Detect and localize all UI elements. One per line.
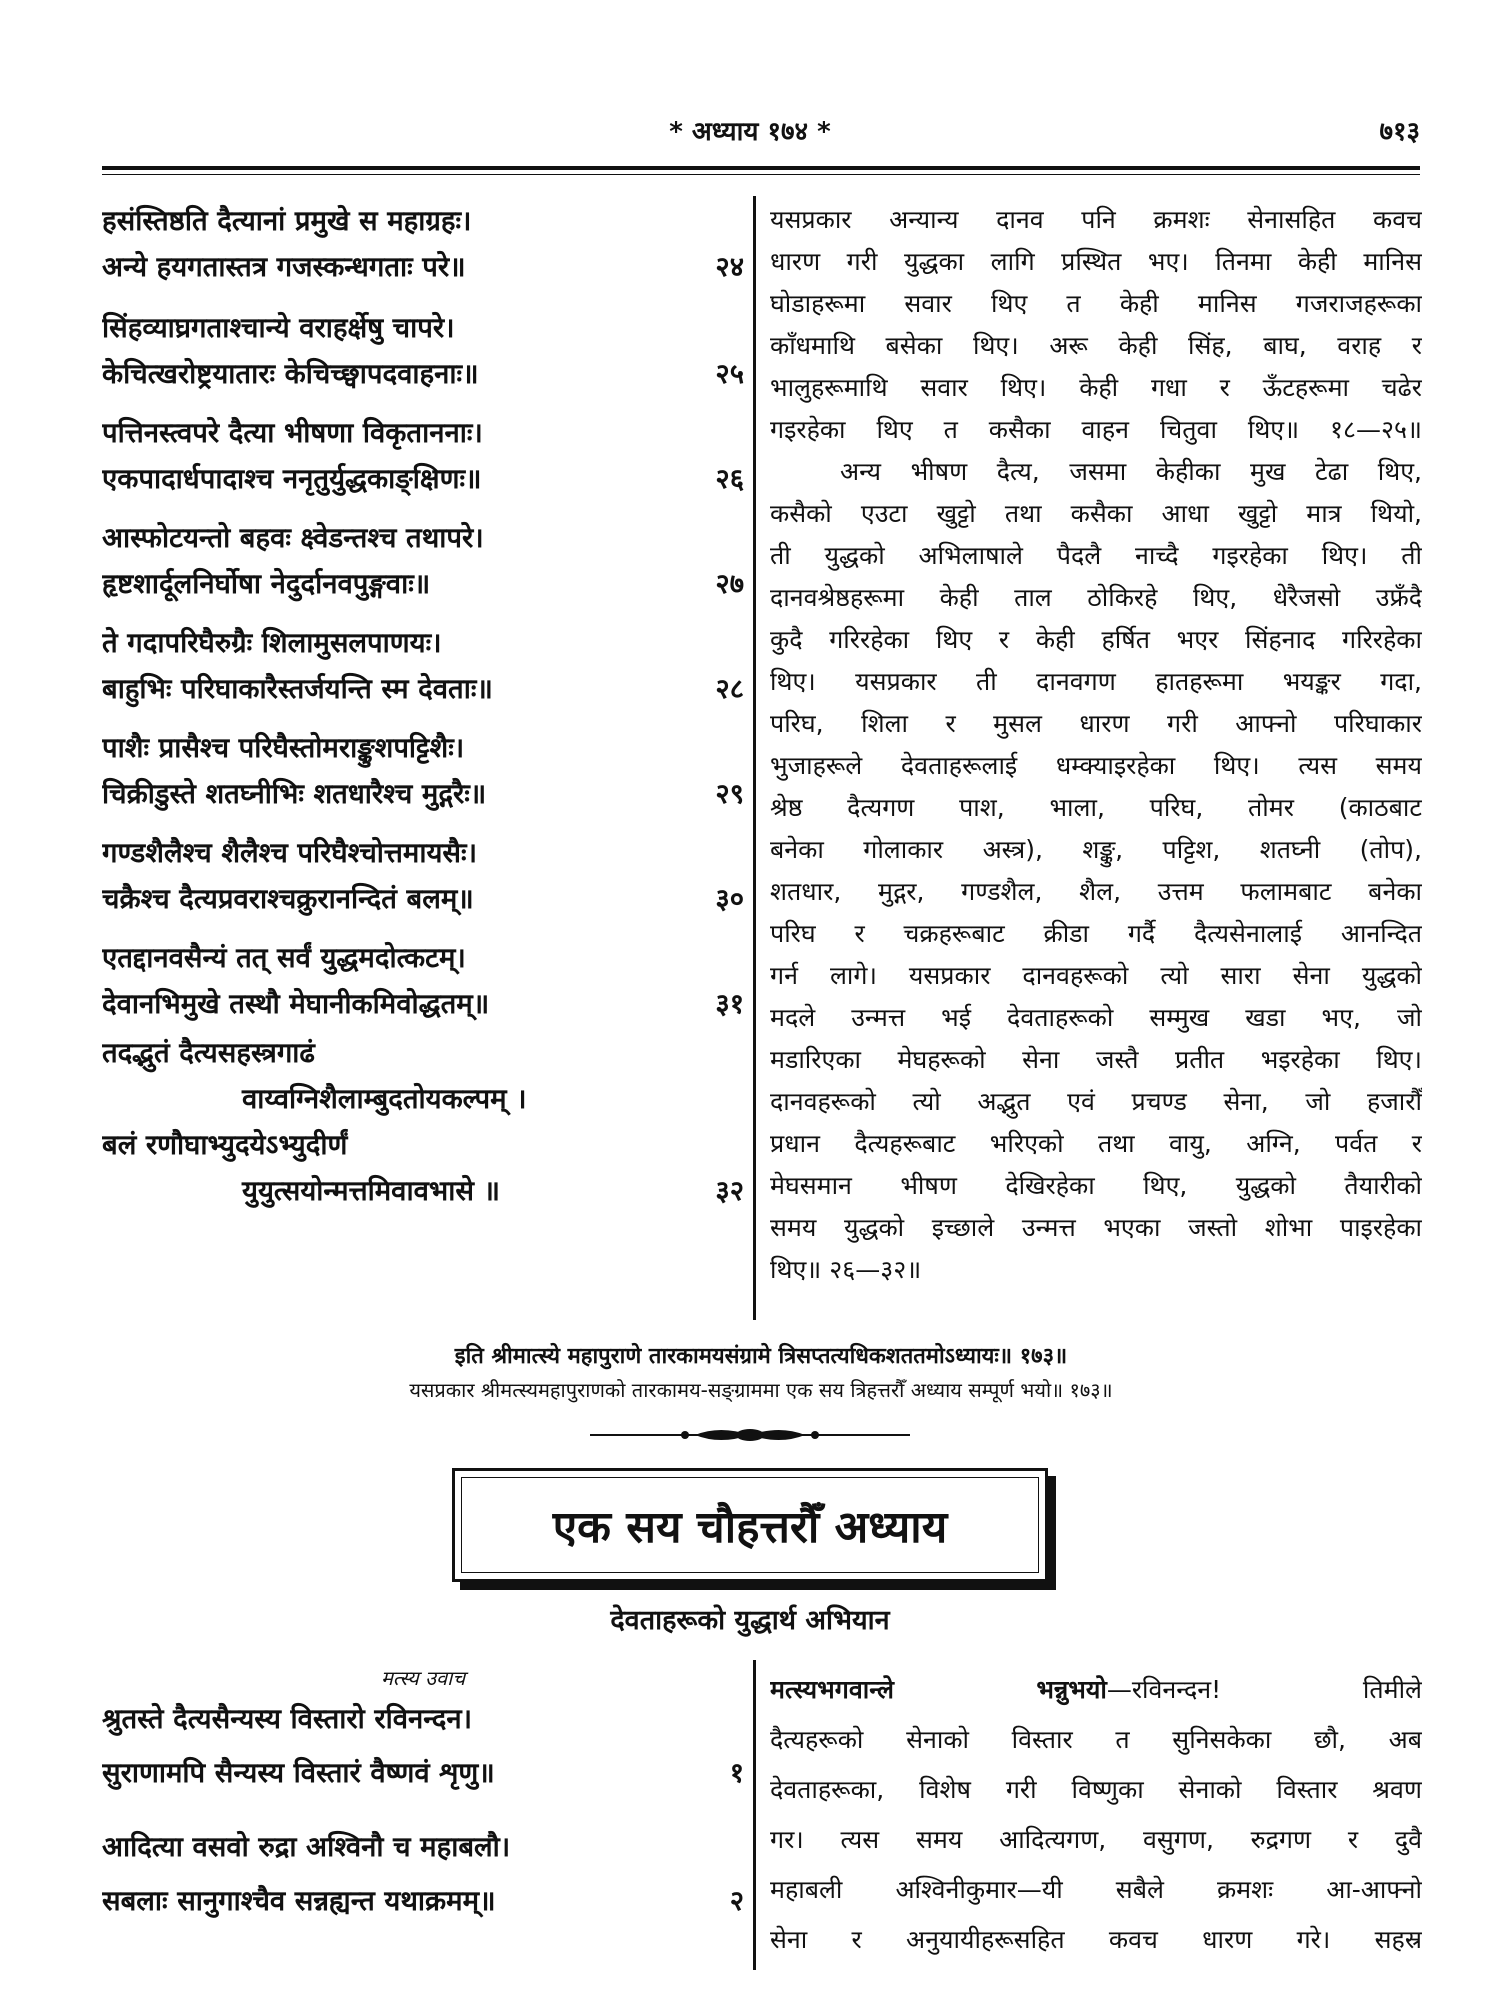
chapter-title: एक सय चौहत्तरौँ अध्याय (552, 1502, 948, 1553)
verse-line: ते गदापरिघैरुग्रैः शिलामुसलपाणयः। (102, 627, 442, 659)
translation-line: काँधमाथि बसेका थिए। अरू केही सिंह, बाघ, वराह र (770, 331, 1422, 360)
translation-line: दानवश्रेष्ठहरूमा केही ताल ठोकिरहे थिए, धेरैजसो उफ्रँदै (770, 583, 1422, 612)
verse-line: केचित्खरोष्ट्रयातारः केचिच्छ्वापदवाहनाः॥ २५ (102, 358, 744, 390)
verse-line: एकपादार्धपादाश्च ननृतुर्युद्धकाङ्क्षिणः॥ २६ (102, 463, 744, 495)
verse-line: चिक्रीडुस्ते शतघ्नीभिः शतधारैश्च मुद्गरैः॥ २९ (102, 778, 744, 810)
verse-line: आदित्या वसवो रुद्रा अश्विनौ च महाबलौ। (102, 1831, 511, 1863)
translation-line: शतधार, मुद्गर, गण्डशैल, शैल, उत्तम फलामबाट बनेका (770, 877, 1422, 906)
column-divider-bottom (753, 1660, 756, 1970)
translation-line: परिघ, शिला र मुसल धारण गरी आफ्नो परिघाकार (770, 709, 1422, 738)
verse-line: गण्डशैलैश्च शैलैश्च परिघैश्चोत्तमायसैः। (102, 837, 477, 869)
translation-line: प्रधान दैत्यहरूबाट भरिएको तथा वायु, अग्नि, पर्वत र (770, 1129, 1422, 1158)
translation-line: गइरहेका थिए त कसैका वाहन चितुवा थिए॥ १८—२५॥ (770, 415, 1422, 444)
verse-line: बलं रणौघाभ्युदयेऽभ्युदीर्णं (102, 1129, 348, 1161)
page-number: ७१३ (1379, 117, 1420, 147)
colophon-nepali: यसप्रकार श्रीमत्स्यमहापुराणको तारकामय-सङ्ग्राममा एक सय त्रिहत्तरौँ अध्याय सम्पूर्ण भयो॥ १७३॥ (409, 1378, 1113, 1402)
verse-line: देवानभिमुखे तस्थौ मेघानीकमिवोद्धतम्॥ ३१ (102, 988, 744, 1020)
translation-line: सेना र अनुयायीहरूसहित कवच धारण गरे। सहस्र (770, 1925, 1422, 1954)
verse-line: हृष्टशार्दूलनिर्घोषा नेदुर्दानवपुङ्गवाः॥ २७ (102, 568, 744, 600)
translation-line: गर्न लागे। यसप्रकार दानवहरूको त्यो सारा सेना युद्धको (770, 961, 1422, 990)
verse-line: बाहुभिः परिघाकारैस्तर्जयन्ति स्म देवताः॥ २८ (102, 673, 744, 705)
translation-line: मत्स्यभगवान्ले भन्नुभयो—रविनन्दन! तिमीले (770, 1675, 1422, 1704)
verse-line: श्रुतस्ते दैत्यसैन्यस्य विस्तारो रविनन्दन। (102, 1703, 473, 1735)
translation-line: श्रेष्ठ दैत्यगण पाश, भाला, परिघ, तोमर (काठबाट (770, 793, 1422, 822)
verse-line: सुराणामपि सैन्यस्य विस्तारं वैष्णवं शृणु॥ १ (102, 1757, 744, 1789)
verse-line: तदद्भुतं दैत्यसहस्त्रगाढं (102, 1037, 315, 1069)
translation-line: थिए॥ २६—३२॥ (770, 1255, 922, 1284)
speaker-label: मत्स्य उवाच (380, 1666, 466, 1690)
header-rule-thick (102, 166, 1420, 170)
translation-line: दैत्यहरूको सेनाको विस्तार त सुनिसकेका छौ, अब (770, 1725, 1422, 1754)
translation-line: गर। त्यस समय आदित्यगण, वसुगण, रुद्रगण र दुवै (770, 1825, 1422, 1854)
verse-line: हसंस्तिष्ठति दैत्यानां प्रमुखे स महाग्रहः। (102, 205, 472, 237)
verse-line: सिंहव्याघ्रगताश्चान्ये वराहर्क्षेषु चापरे। (102, 312, 455, 344)
translation-line: मेघसमान भीषण देखिरहेका थिए, युद्धको तैयारीको (770, 1171, 1422, 1200)
translation-line: थिए। यसप्रकार ती दानवगण हातहरूमा भयङ्कर गदा, (770, 667, 1422, 696)
translation-line: ती युद्धको अभिलाषाले पैदलै नाच्दै गइरहेका थिए। ती (770, 541, 1422, 570)
translation-line: समय युद्धको इच्छाले उन्मत्त भएका जस्तो शोभा पाइरहेका (770, 1213, 1422, 1242)
translation-line: घोडाहरूमा सवार थिए त केही मानिस गजराजहरूका (770, 289, 1422, 318)
header-rule-thin (102, 174, 1420, 175)
verse-line: चक्रैश्च दैत्यप्रवराश्चक्रुरानन्दितं बलम्॥ ३० (102, 883, 744, 915)
column-divider-top (753, 196, 756, 1320)
translation-line: अन्य भीषण दैत्य, जसमा केहीका मुख टेढा थिए, (840, 457, 1422, 486)
translation-line: भालुहरूमाथि सवार थिए। केही गधा र ऊँटहरूमा चढेर (770, 373, 1422, 402)
verse-line: पाशैः प्रासैश्च परिघैस्तोमराङ्कुशपट्टिशैः। (102, 732, 465, 764)
verse-line: आस्फोटयन्तो बहवः क्ष्वेडन्तश्च तथापरे। (102, 522, 484, 554)
translation-line: भुजाहरूले देवताहरूलाई धम्क्याइरहेका थिए। त्यस समय (770, 751, 1422, 780)
translation-line: बनेका गोलाकार अस्त्र), शङ्कु, पट्टिश, शतघ्नी (तोप), (770, 835, 1422, 864)
running-head: * अध्याय १७४ * (669, 117, 831, 147)
translation-line: धारण गरी युद्धका लागि प्रस्थित भए। तिनमा केही मानिस (770, 247, 1422, 276)
chapter-subtitle: देवताहरूको युद्धार्थ अभियान (610, 1605, 890, 1636)
verse-line: पत्तिनस्त्वपरे दैत्या भीषणा विकृताननाः। (102, 417, 483, 449)
translation-line: महाबली अश्विनीकुमार—यी सबैले क्रमशः आ-आफ्नो (770, 1875, 1422, 1904)
translation-line: कुदै गरिरहेका थिए र केही हर्षित भएर सिंहनाद गरिरहेका (770, 625, 1422, 654)
translation-line: देवताहरूका, विशेष गरी विष्णुका सेनाको विस्तार श्रवण (770, 1775, 1422, 1804)
colophon-sanskrit: इति श्रीमात्स्ये महापुराणे तारकामयसंग्रामे त्रिसप्तत्यधिकशततमोऽध्यायः॥ १७३॥ (454, 1344, 1068, 1369)
ornament-divider-icon (590, 1420, 910, 1450)
translation-lead: मत्स्यभगवान्ले भन्नुभयो (770, 1675, 1107, 1704)
verse-line: वाय्वग्निशैलाम्बुदतोयकल्पम् । (242, 1083, 527, 1115)
translation-line: यसप्रकार अन्यान्य दानव पनि क्रमशः सेनासहित कवच (770, 205, 1422, 234)
translation-line: दानवहरूको त्यो अद्भुत एवं प्रचण्ड सेना, जो हजारौँ (770, 1087, 1422, 1116)
translation-line: मडारिएका मेघहरूको सेना जस्तै प्रतीत भइरहेका थिए। (770, 1045, 1422, 1074)
translation-line: कसैको एउटा खुट्टो तथा कसैका आधा खुट्टो मात्र थियो, (770, 499, 1422, 528)
translation-line: परिघ र चक्रहरूबाट क्रीडा गर्दै दैत्यसेनालाई आनन्दित (770, 919, 1422, 948)
chapter-title-box (452, 1468, 1048, 1582)
verse-line: युयुत्सयोन्मत्तमिवावभासे ॥ ३२ (242, 1175, 744, 1207)
verse-line: सबलाः सानुगाश्चैव सन्नह्यन्त यथाक्रमम्॥ २ (102, 1885, 744, 1917)
verse-line: एतद्दानवसैन्यं तत् सर्वं युद्धमदोत्कटम्। (102, 942, 466, 974)
translation-line: मदले उन्मत्त भई देवताहरूको सम्मुख खडा भए, जो (770, 1003, 1422, 1032)
verse-line: अन्ये हयगतास्तत्र गजस्कन्धगताः परे॥ २४ (102, 251, 744, 283)
